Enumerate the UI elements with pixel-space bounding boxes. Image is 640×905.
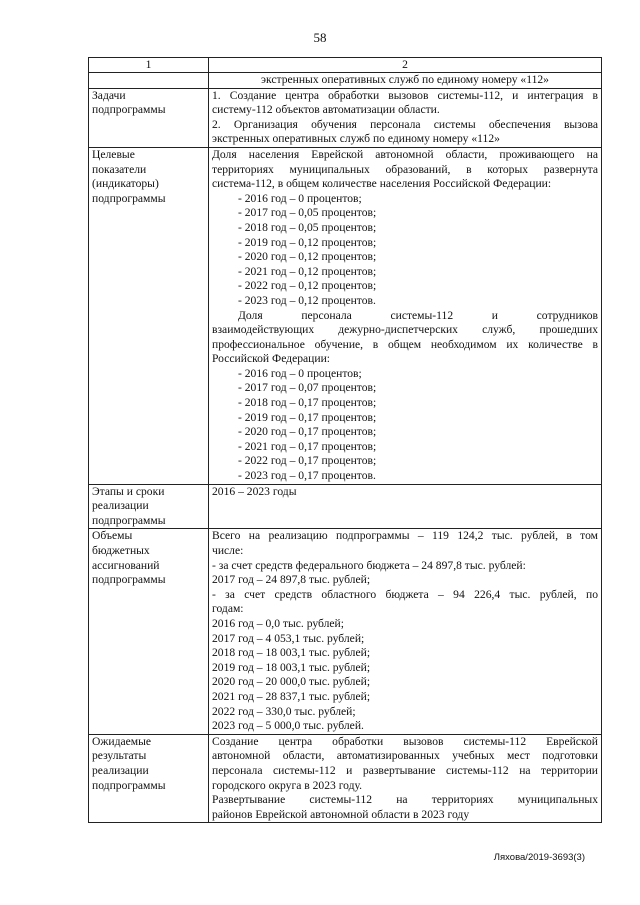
row-label-line: Задачи: [92, 88, 126, 102]
table-row-tasks: [89, 88, 602, 147]
content-line: территориях муниципальных образований, в которых развернута: [212, 162, 598, 176]
row-label: [89, 73, 209, 89]
row-label-line: результаты: [92, 749, 147, 763]
header-col-2: 2: [209, 58, 602, 73]
row-content: [209, 484, 602, 529]
row-content: [209, 73, 602, 89]
content-line: - 2022 год – 0,12 процентов;: [238, 279, 377, 293]
content-line: - 2023 год – 0,12 процентов.: [238, 293, 376, 307]
content-line: числе:: [212, 544, 244, 557]
content-line: 2019 год – 18 003,1 тыс. рублей;: [212, 660, 371, 674]
content-line: 2016 год – 0,0 тыс. рублей;: [212, 616, 344, 630]
page-number: 58: [313, 30, 327, 45]
content-line: - за счет средств федерального бюджета – 24 897,8 тыс. рублей:: [212, 558, 526, 572]
row-label-line: Ожидаемые: [92, 734, 152, 748]
content-line: - 2020 год – 0,12 процентов;: [238, 250, 377, 264]
content-line: Доля персонала системы-112 и сотрудников: [238, 308, 598, 322]
content-line: Всего на реализацию подпрограммы – 119 124,2 тыс. рублей, в том: [212, 529, 598, 543]
content-line: 2023 год – 5 000,0 тыс. рублей.: [212, 719, 364, 733]
row-content: [209, 88, 602, 147]
header-row: [89, 58, 602, 73]
row-label-line: подпрограммы: [92, 778, 166, 792]
row-label-line: подпрограммы: [92, 513, 166, 527]
row-label-line: бюджетных: [92, 544, 150, 557]
content-line: - за счет средств областного бюджета – 94 226,4 тыс. рублей, по: [212, 587, 598, 601]
row-label-line: реализации: [92, 499, 149, 513]
content-line: Доля населения Еврейской автономной области, проживающего на: [212, 147, 598, 161]
content-line: - 2016 год – 0 процентов;: [238, 191, 362, 205]
content-line: взаимодействующих дежурно-диспетчерских служб, прошедших: [212, 323, 598, 337]
content-line: Создание центра обработки вызовов системы-112 Еврейской: [212, 734, 598, 748]
content-line: 2021 год – 28 837,1 тыс. рублей;: [212, 689, 371, 703]
content-line: - 2020 год – 0,17 процентов;: [238, 425, 377, 439]
header-col-1: 1: [89, 58, 209, 73]
content-line: - 2017 год – 0,07 процентов;: [238, 381, 377, 395]
content-line: - 2021 год – 0,12 процентов;: [238, 264, 377, 278]
table-row-budget: [89, 529, 602, 734]
content-line: 2022 год – 330,0 тыс. рублей;: [212, 704, 356, 718]
content-line: 2016 – 2023 годы: [212, 484, 297, 498]
content-line: - 2022 год – 0,17 процентов;: [238, 454, 377, 468]
content-line: 2017 год – 24 897,8 тыс. рублей;: [212, 573, 371, 587]
passport-table: [88, 57, 602, 823]
content-line: - 2021 год – 0,17 процентов;: [238, 439, 377, 453]
content-line: - 2019 год – 0,12 процентов;: [238, 235, 377, 249]
row-content: [209, 734, 602, 823]
content-line: 2020 год – 20 000,0 тыс. рублей;: [212, 675, 371, 689]
content-line: Российской Федерации:: [212, 352, 331, 366]
row-label: [89, 734, 209, 823]
content-line: систему-112 объектов автоматизации области.: [212, 103, 440, 117]
row-label-line: реализации: [92, 763, 149, 777]
row-label: [89, 88, 209, 147]
content-line: - 2018 год – 0,17 процентов;: [238, 396, 377, 410]
content-line: персонала системы-112 и развертывание системы-112 на территории: [212, 763, 598, 777]
content-line: система-112, в общем количестве населения Российской Федерации:: [212, 177, 552, 191]
row-content: [209, 529, 602, 734]
content-line: - 2019 год – 0,17 процентов;: [238, 410, 377, 424]
content-line: экстренных оперативных служб по единому номеру «112»: [261, 73, 549, 86]
document-code: Ляхова/2019-3693(3): [493, 852, 585, 863]
row-label-line: Целевые: [92, 147, 135, 161]
content-line: автономной области, автоматизированных учебных мест подготовки: [212, 749, 598, 763]
content-line: профессиональное обучение, в общем необходимом их количестве в: [212, 337, 598, 351]
row-label-line: показатели: [92, 162, 147, 176]
row-content: [209, 147, 602, 484]
content-line: годам:: [212, 602, 244, 616]
row-label-line: Объемы: [92, 529, 133, 543]
content-line: 2017 год – 4 053,1 тыс. рублей;: [212, 631, 365, 645]
content-line: городского округа в 2023 году.: [212, 778, 363, 792]
content-line: 1. Создание центра обработки вызовов системы-112, и интеграция в: [212, 88, 598, 102]
table-row-continuation: [89, 73, 602, 89]
row-label-line: подпрограммы: [92, 573, 166, 587]
content-line: - 2016 год – 0 процентов;: [238, 366, 362, 380]
content-line: Развертывание системы-112 на территориях муниципальных: [212, 793, 598, 807]
content-line: 2. Организация обучения персонала системы обеспечения вызова: [212, 117, 598, 131]
content-line: - 2017 год – 0,05 процентов;: [238, 206, 377, 220]
content-line: - 2023 год – 0,17 процентов.: [238, 469, 376, 483]
table-row-results: [89, 734, 602, 823]
row-label: [89, 147, 209, 484]
row-label-line: Этапы и сроки: [92, 484, 165, 498]
row-label: [89, 484, 209, 529]
row-label-line: ассигнований: [92, 558, 160, 572]
content-line: экстренных оперативных служб по единому номеру «112»: [212, 132, 500, 146]
table-row-indicators: [89, 147, 602, 484]
row-label-line: подпрограммы: [92, 191, 166, 205]
content-line: 2018 год – 18 003,1 тыс. рублей;: [212, 646, 371, 660]
content-line: - 2018 год – 0,05 процентов;: [238, 220, 377, 234]
table-row-stages: [89, 484, 602, 529]
row-label-line: (индикаторы): [92, 177, 159, 191]
content-line: районов Еврейской автономной области в 2023 году: [212, 807, 470, 821]
row-label-line: подпрограммы: [92, 103, 166, 117]
row-label: [89, 529, 209, 734]
